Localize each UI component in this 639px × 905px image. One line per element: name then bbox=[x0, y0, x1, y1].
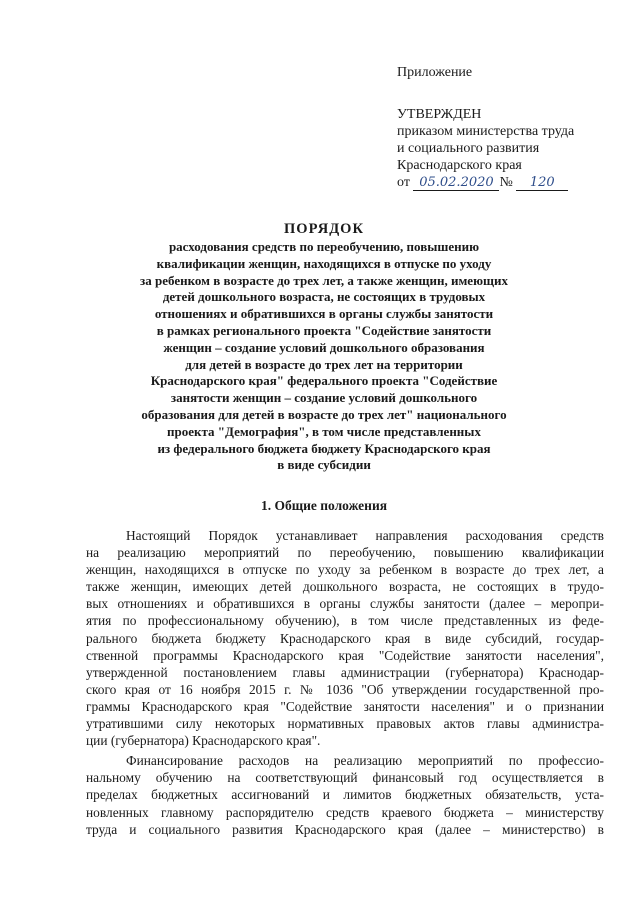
paragraph-line: граммы Краснодарского края "Содействие занятости населения" и о признании bbox=[86, 698, 604, 714]
document-title bbox=[120, 220, 528, 474]
number-label: № bbox=[499, 175, 513, 190]
paragraph-line: ственной программы Краснодарского края "Содействие занятости населения", bbox=[86, 647, 604, 663]
title-line: Краснодарского края" федерального проекта "Содействие bbox=[150, 373, 498, 389]
title-line: женщин – создание условий дошкольного образования bbox=[163, 339, 485, 355]
title-line: отношениях и обратившихся в органы службы занятости bbox=[154, 306, 494, 322]
from-label: от bbox=[397, 175, 410, 190]
title-line: в рамках регионального проекта "Содействие занятости bbox=[156, 322, 492, 338]
approval-block bbox=[397, 64, 627, 191]
approval-line: приказом министерства труда bbox=[397, 124, 575, 139]
handwritten-date: 05.02.2020 bbox=[413, 175, 499, 191]
paragraph-line: рального бюджета бюджету Краснодарского края в виде субсидий, государ- bbox=[86, 630, 604, 646]
appendix-label: Приложение bbox=[397, 65, 473, 80]
paragraph-line: ции (губернатора) Краснодарского края". bbox=[86, 733, 321, 749]
title-line: образования для детей в возрасте до трех лет" национального bbox=[141, 406, 507, 422]
paragraph-line: утратившими силу некоторых нормативных правовых актов главы администра- bbox=[86, 716, 604, 732]
approval-line: и социального развития bbox=[397, 141, 540, 156]
paragraph-line: пределах бюджетных ассигнований и лимитов бюджетных обязательств, уста- bbox=[86, 787, 604, 803]
title-line: детей дошкольного возраста, не состоящих в трудовых bbox=[162, 289, 486, 305]
handwritten-number: 120 bbox=[516, 175, 568, 191]
paragraph-line: ятия по профессиональному обучению), в том числе представленных из феде- bbox=[86, 613, 604, 629]
approved-label: УТВЕРЖДЕН bbox=[397, 107, 482, 122]
paragraph-line: утвержденной постановлением главы администрации (губернатора) Краснодар- bbox=[86, 664, 604, 680]
paragraph-line: ского края от 16 ноября 2015 г. № 1036 "Об утверждении государственной про- bbox=[86, 681, 604, 697]
paragraph-line: Настоящий Порядок устанавливает направления расходования средств bbox=[126, 528, 604, 543]
approval-line: Краснодарского края bbox=[397, 158, 522, 173]
body-text bbox=[86, 527, 604, 838]
paragraph-line: женщин, находящихся в отпуске по уходу за ребенком в возрасте до трех лет, а bbox=[86, 562, 604, 578]
title-line: для детей в возрасте до трех лет на территории bbox=[185, 356, 463, 372]
title-line: за ребенком в возрасте до трех лет, а также женщин, имеющих bbox=[140, 272, 508, 288]
title-main: ПОРЯДОК bbox=[284, 221, 364, 237]
title-line: проекта "Демография", в том числе представленных bbox=[167, 423, 481, 439]
title-line: из федерального бюджета бюджету Краснодарского края bbox=[157, 440, 491, 456]
title-line: в виде субсидии bbox=[277, 457, 371, 473]
paragraph-line: на реализацию мероприятий по переобучению, повышению квалификации bbox=[86, 545, 604, 561]
section-heading: 1. Общие положения bbox=[260, 498, 388, 513]
paragraph-line: новленных главному распорядителю средств краевого бюджета – министерству bbox=[86, 804, 604, 820]
paragraph-line: нальному обучению на соответствующий финансовый год осуществляется в bbox=[86, 770, 604, 786]
paragraph-line: также женщин, имеющих детей дошкольного возраста, не состоящих в трудо- bbox=[86, 579, 604, 595]
title-line: занятости женщин – создание условий дошкольного bbox=[170, 390, 478, 406]
title-line: квалификации женщин, находящихся в отпуске по уходу bbox=[156, 255, 492, 271]
title-line: расходования средств по переобучению, повышению bbox=[168, 239, 480, 254]
paragraph-line: Финансирование расходов на реализацию мероприятий по профессио- bbox=[126, 753, 604, 769]
paragraph-line: вых отношениях и обратившихся в органы службы занятости (далее – меропри- bbox=[86, 596, 604, 612]
order-date-number-row bbox=[397, 174, 627, 191]
paragraph-line: труда и социального развития Краснодарского края (далее – министерство) в bbox=[86, 821, 604, 837]
